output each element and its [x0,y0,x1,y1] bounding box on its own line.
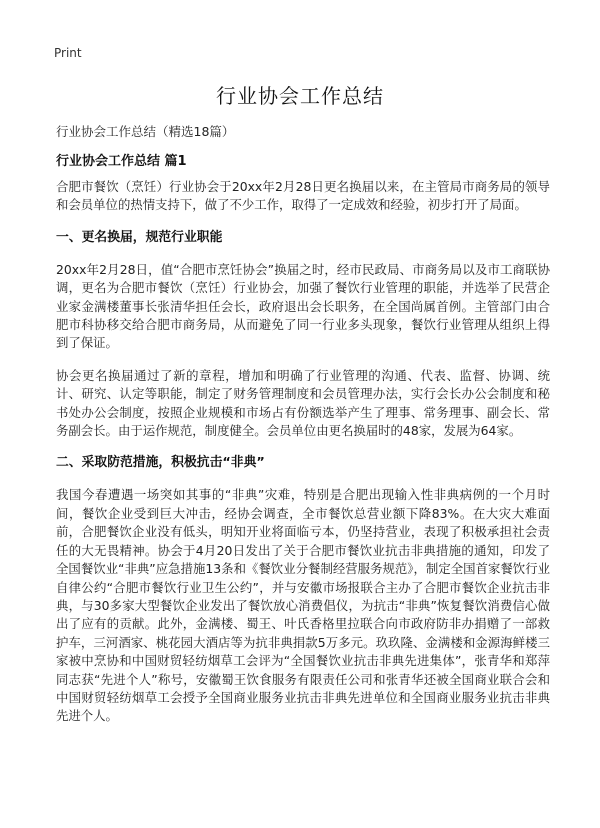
section-heading: 一、更名换届，规范行业职能 [56,229,223,245]
section-paragraph: 我国今春遭遇一场突如其事的“非典”灾难，特别是合肥出现输入性非典病例的一个月时间，餐饮企业受到巨大冲击，经协会调查，全市餐饮总营业额下降83%。在大灾大难面前，合肥餐饮企业没有低头，明知开业将面临亏本，仍坚持营业，表现了积极承担社会责任的大无畏精神。协会于4月20日发出了关于合肥市餐饮业抗击非典措施的通知，印发了全国餐饮业“非典”应急措施13条和《餐饮业分餐制经营服务规范》，制定全国首家餐饮行业自律公约“合肥市餐饮行业卫生公约”，并与安徽市场报联合主办了合肥市餐饮企业抗击非典，与30多家大型餐饮企业发出了餐饮放心消费倡仪，为抗击“非典”恢复餐饮消费信心做出了应有的贡献。此外，金满楼、蜀王、叶氏香格里拉联合向市政府防非办捐赠了一部救护车，三河酒家、桃花园大酒店等为抗非典捐款5万多元。玖玖隆、金满楼和金源海鲜楼三家被中烹协和中国财贸轻纺烟草工会评为“全国餐饮业抗击非典先进集体”，张青华和郑萍同志获“先进个人”称号，安徽蜀王饮食服务有限责任公司和张青华还被全国商业联合会和中国财贸轻纺烟草工会授予全国商业服务业抗击非典先进单位和全国商业服务业抗击非典先进个人。 [56,487,550,724]
section-heading: 二、采取防范措施，积极抗击“非典” [56,455,265,471]
section-paragraph: 协会更名换届通过了新的章程，增加和明确了行业管理的沟通、代表、监督、协调、统计、研究、认定等职能，制定了财务管理制度和会员管理办法，实行会长办公会制度和秘书处办公会制度，按照企业规模和市场占有份额选举产生了理事、常务理事、副会长、常务副会长。由于运作规范，制度健全。会员单位由更名换届时的48家，发展为64家。 [56,367,550,439]
intro-paragraph: 合肥市餐饮（烹饪）行业协会于20xx年2月28日更名换届以来，在主管局市商务局的领导和会员单位的热情支持下，做了不少工作，取得了一定成效和经验，初步打开了局面。 [56,179,550,213]
article-heading: 行业协会工作总结 篇1 [56,154,187,169]
article-body [56,178,550,740]
page-title: 行业协会工作总结 [216,84,384,108]
document-subtitle: 行业协会工作总结（精选18篇） [56,124,235,139]
section-paragraph: 20xx年2月28日，值“合肥市烹饪协会”换届之时，经市民政局、市商务局以及市工商联协调，更名为合肥市餐饮（烹饪）行业协会，加强了餐饮行业管理的职能，并选举了民营企业家金满楼董事长张清华担任会长，政府退出会长职务，在全国尚属首例。主管部门由合肥市科协移交给合肥市商务局，从而避免了同一行业多头现象，餐饮行业管理从组织上得到了保证。 [56,261,550,351]
print-link[interactable]: Print [54,46,82,60]
